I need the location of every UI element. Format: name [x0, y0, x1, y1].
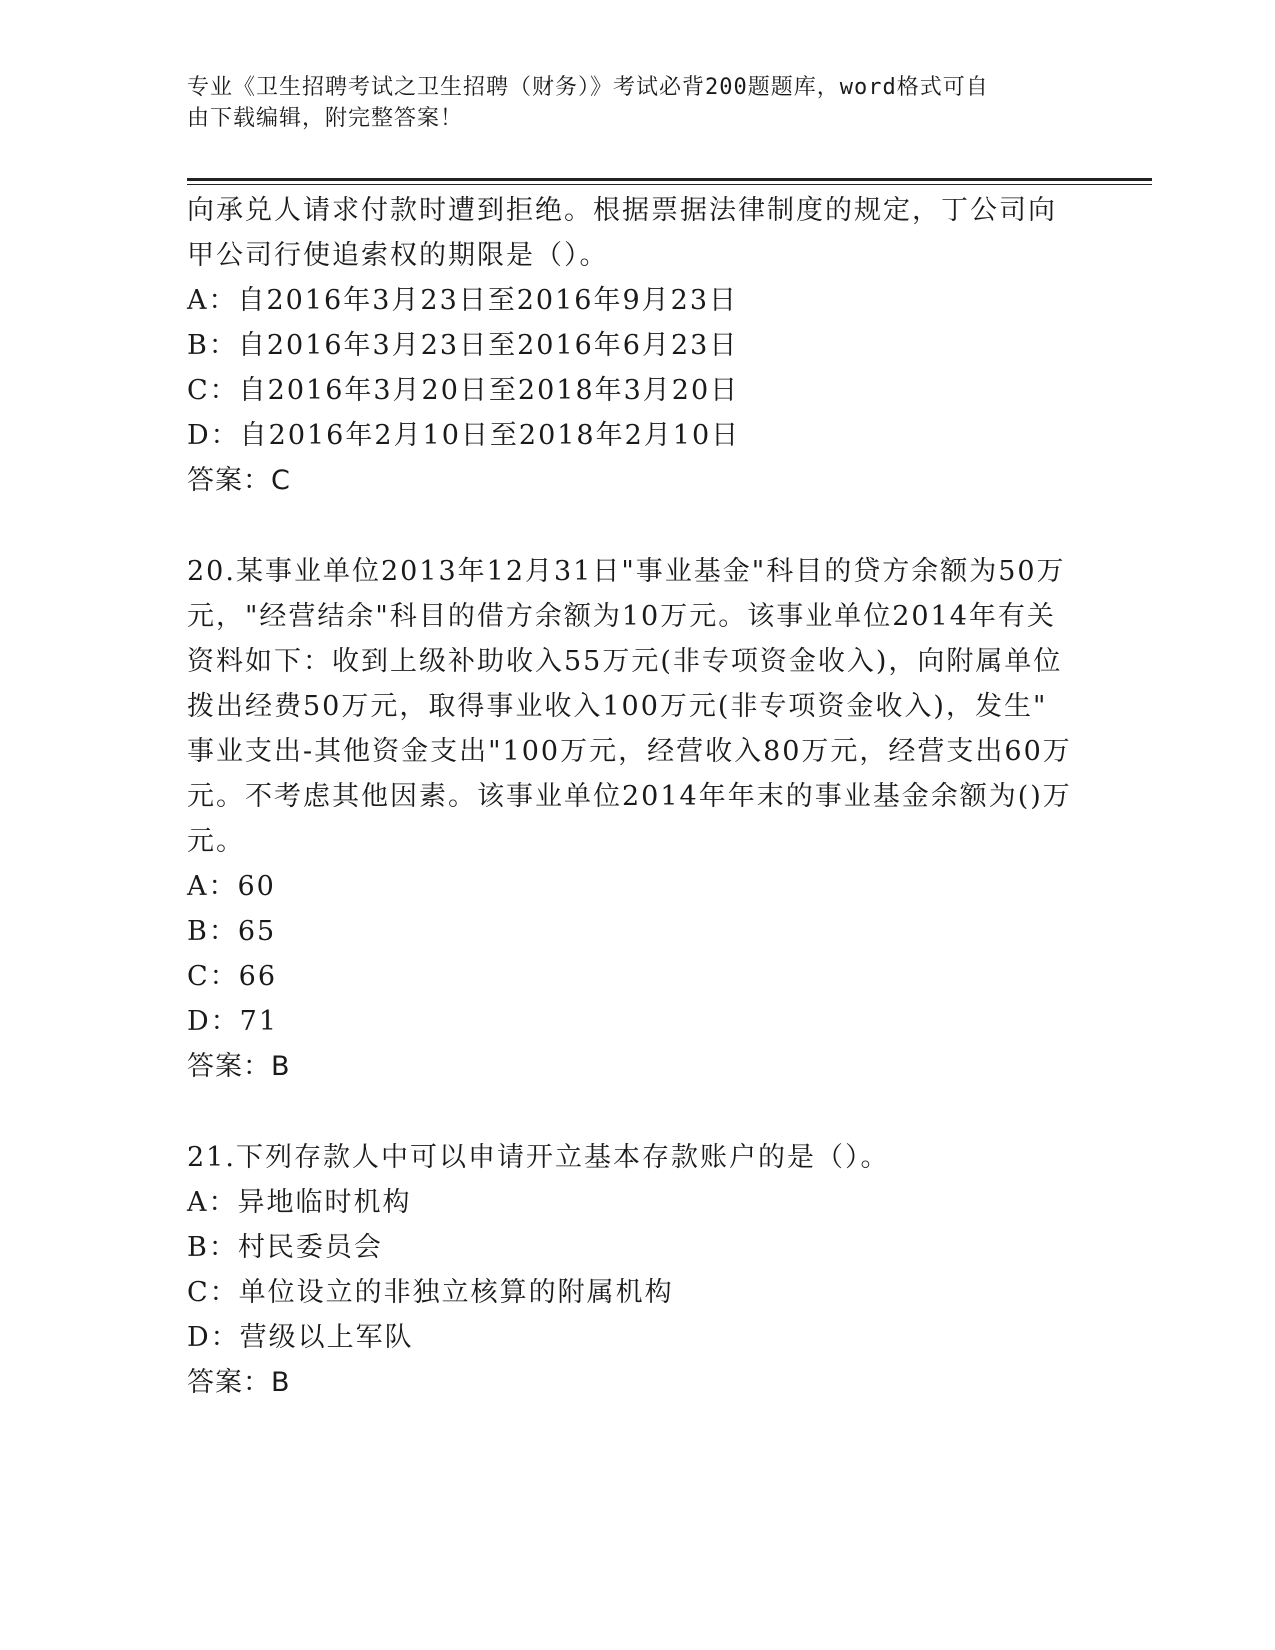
option-d: D：71: [187, 1006, 279, 1037]
header-rule-thin: [187, 184, 1152, 185]
question-21: [187, 1135, 1087, 1405]
question-body: [187, 188, 1087, 1405]
question-stem-line: 资料如下：收到上级补助收入55万元(非专项资金收入)，向附属单位: [187, 646, 1063, 677]
question-spacer: [187, 1089, 1087, 1135]
option-a: A：自2016年3月23日至2016年9月23日: [187, 285, 738, 316]
option-d: D：自2016年2月10日至2018年2月10日: [187, 420, 741, 451]
option-d: D：营级以上军队: [187, 1322, 414, 1353]
option-b: B：村民委员会: [187, 1232, 383, 1263]
header-line-1: 专业《卫生招聘考试之卫生招聘（财务）》考试必背200题题库，word格式可自: [187, 75, 989, 100]
option-b: B：自2016年3月23日至2016年6月23日: [187, 330, 739, 361]
question-stem-line: 事业支出-其他资金支出"100万元，经营收入80万元，经营支出60万: [187, 736, 1072, 767]
question-stem-line: 20.某事业单位2013年12月31日"事业基金"科目的贷方余额为50万: [187, 556, 1066, 587]
option-c: C：自2016年3月20日至2018年3月20日: [187, 375, 740, 406]
document-header: [187, 72, 1087, 134]
question-stem-line: 拨出经费50万元，取得事业收入100万元(非专项资金收入)，发生": [187, 691, 1048, 722]
option-a: A：60: [187, 871, 276, 902]
option-a: A：异地临时机构: [187, 1187, 412, 1218]
answer-line: 答案：B: [187, 1051, 291, 1082]
question-stem-line: 元。: [187, 826, 245, 857]
option-c: C：66: [187, 961, 278, 992]
answer-line: 答案：B: [187, 1367, 291, 1398]
question-20: [187, 549, 1087, 1089]
question-stem-line: 元。不考虑其他因素。该事业单位2014年年末的事业基金余额为()万: [187, 781, 1072, 812]
question-stem-line: 甲公司行使追索权的期限是（）。: [187, 240, 609, 271]
header-line-2: 由下载编辑，附完整答案！: [187, 106, 464, 131]
question-stem-line: 元，"经营结余"科目的借方余额为10万元。该事业单位2014年有关: [187, 601, 1056, 632]
question-spacer: [187, 503, 1087, 549]
option-c: C：单位设立的非独立核算的附属机构: [187, 1277, 674, 1308]
header-rule-thick: [187, 178, 1152, 181]
option-b: B：65: [187, 916, 277, 947]
question-stem-line: 向承兑人请求付款时遭到拒绝。根据票据法律制度的规定，丁公司向: [187, 195, 1057, 226]
question-stem-line: 21.下列存款人中可以申请开立基本存款账户的是（）。: [187, 1142, 890, 1173]
answer-line: 答案：C: [187, 465, 291, 496]
question-19: [187, 188, 1087, 503]
